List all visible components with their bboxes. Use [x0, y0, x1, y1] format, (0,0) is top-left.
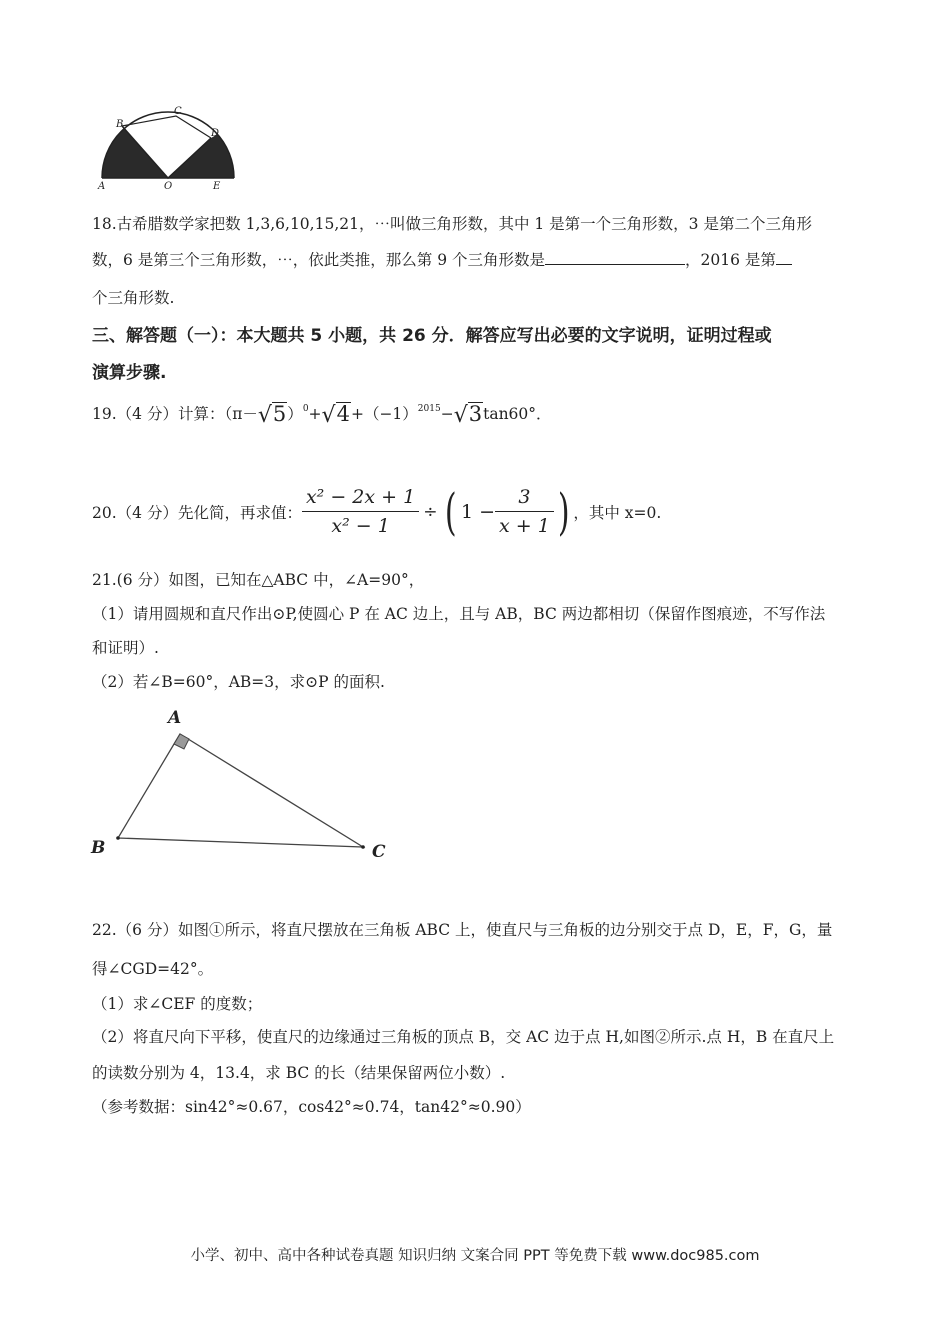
triangle-abc [118, 734, 363, 847]
q22-line4: （2）将直尺向下平移，使直尺的边缘通过三角板的顶点 B，交 AC 边于点 H,如图②所示.点 H，B 在直尺上 [92, 1028, 835, 1046]
triangle-figure [85, 700, 395, 870]
q20-fraction-2-numerator: 3 [495, 486, 554, 512]
q18-line2-text-b: ，2016 是第 [685, 251, 776, 269]
q19-plus: + [308, 405, 322, 423]
q20-fraction-2-denominator: x + 1 [499, 515, 550, 537]
q18-answer-blank-1[interactable] [545, 250, 685, 265]
q19-prefix: 19.（4 分）计算：（π－ [92, 405, 258, 423]
label-c: C [372, 842, 386, 862]
q18-line2 [92, 248, 792, 270]
q21-line2: （1）请用圆规和直尺作出⊙P,使圆心 P 在 AC 边上，且与 AB，BC 两边都相切（保留作图痕迹，不写作法 [92, 605, 826, 623]
q19-radicand-1: 5 [272, 402, 287, 426]
q20-fraction-1-numerator: x² − 2x + 1 [302, 486, 419, 512]
page-footer: 小学、初中、高中各种试卷真题 知识归纳 文案合同 PPT 等免费下载 www.doc985.com [190, 1248, 760, 1264]
q21-line4: （2）若∠B=60°，AB=3，求⊙P 的面积. [92, 673, 385, 691]
q20-one-minus: 1 − [460, 500, 496, 523]
label-c: C [174, 106, 182, 117]
label-b: B [116, 119, 124, 130]
sqrt-icon: √ [321, 403, 336, 428]
q21-line1: 21.(6 分）如图，已知在△ABC 中，∠A=90°， [92, 571, 425, 589]
sqrt-icon: √ [257, 403, 272, 428]
q21-line3: 和证明）. [92, 639, 159, 657]
q18-answer-blank-2[interactable] [776, 250, 792, 265]
label-b: B [91, 838, 106, 858]
q22-line5: 的读数分别为 4，13.4，求 BC 的长（结果保留两位小数）. [92, 1064, 506, 1082]
q19-exponent-0: 0 [302, 404, 309, 414]
right-angle-mark-icon [174, 734, 189, 749]
q20-fraction-1-denominator: x² − 1 [331, 515, 390, 537]
q19-minus: − [440, 405, 454, 423]
label-e: E [213, 181, 221, 192]
q19-paren: ） [287, 405, 303, 423]
q18-line2-text: 数，6 是第三个三角形数，⋯，依此类推，那么第 9 个三角形数是 [92, 251, 546, 269]
q20-divide: ÷ [423, 501, 438, 522]
q19-suffix: tan60°． [483, 405, 552, 423]
label-o: O [164, 181, 173, 192]
q20-fraction-1 [302, 486, 419, 537]
q18-line3: 个三角形数. [92, 289, 175, 307]
vertex-c-dot [361, 845, 365, 849]
q19-radicand-2: 4 [336, 402, 350, 426]
q19 [92, 402, 552, 428]
right-paren-icon: ) [557, 482, 570, 541]
q22-line1: 22.（6 分）如图①所示，将直尺摆放在三角板 ABC 上，使直尺与三角板的边分别交于点 D，E，F，G，量 [92, 921, 833, 939]
sqrt-icon: √ [453, 403, 468, 428]
q19-radicand-3: 3 [468, 402, 483, 426]
label-a: A [168, 708, 182, 728]
section-3-heading: 三、解答题（一）：本大题共 5 小题，共 26 分．解答应写出必要的文字说明，证明过程或 [92, 326, 772, 346]
left-paren-icon: ( [445, 482, 458, 541]
q20-suffix: ，其中 x=0. [573, 503, 662, 522]
q18-line1: 18.古希腊数学家把数 1,3,6,10,15,21，⋯叫做三角形数，其中 1 是第一个三角形数，3 是第二个三角形 [92, 215, 812, 233]
vertex-b-dot [116, 836, 120, 840]
q20-fraction-2 [495, 486, 554, 537]
label-a: A [98, 181, 106, 192]
q22-line6: （参考数据：sin42°≈0.67，cos42°≈0.74，tan42°≈0.90） [92, 1098, 531, 1116]
q22-line3: （1）求∠CEF 的度数； [92, 995, 263, 1013]
q20-prefix: 20.（4 分）先化简，再求值： [92, 503, 302, 522]
q19-exponent-2015: 2015 [417, 404, 441, 414]
label-d: D [211, 128, 220, 139]
semicircle-figure [92, 100, 242, 195]
q19-neg-one: +（−1） [350, 405, 418, 423]
section-3-heading-cont: 演算步骤. [92, 363, 167, 383]
q20 [92, 482, 662, 541]
q22-line2: 得∠CGD=42°。 [92, 960, 214, 978]
